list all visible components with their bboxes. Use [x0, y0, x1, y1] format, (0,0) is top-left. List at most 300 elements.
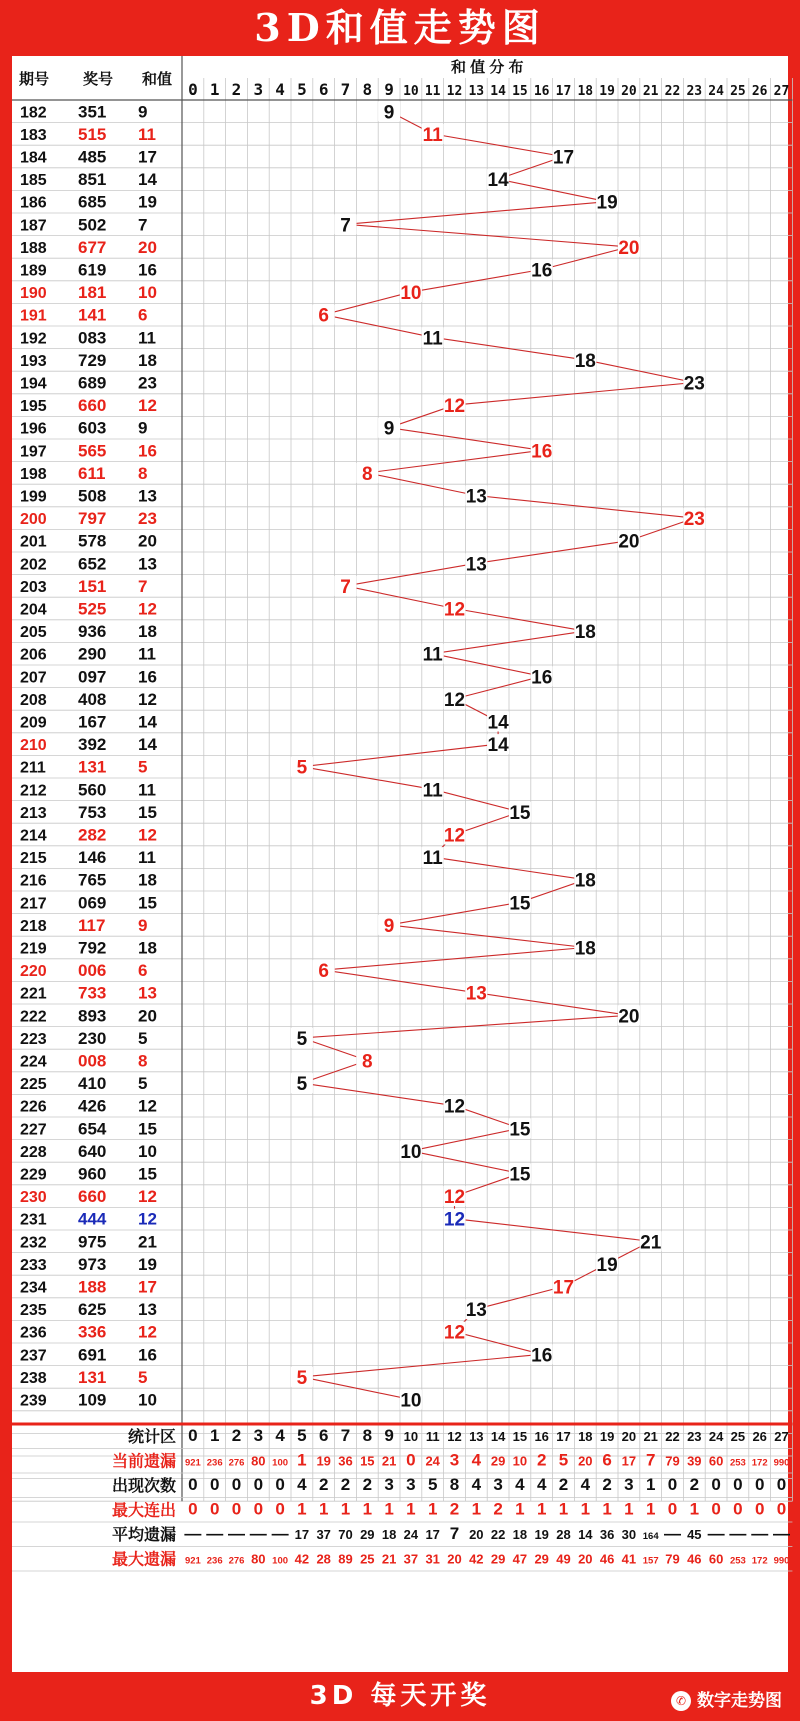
data-point-label: 5 [296, 757, 308, 779]
stats-row-label: 当前遗漏 [111, 1453, 176, 1471]
period-cell: 219 [20, 940, 47, 958]
stats-row-label: 最大连出 [111, 1502, 176, 1520]
number-cell: 765 [78, 870, 107, 890]
stats-value: 3 [624, 1475, 634, 1494]
number-cell: 733 [78, 983, 107, 1003]
sum-cell: 16 [138, 1345, 157, 1365]
sum-cell: 11 [138, 124, 156, 144]
sum-cell: 15 [138, 1164, 157, 1184]
sum-cell: 20 [138, 237, 157, 257]
stats-value: 12 [447, 1429, 462, 1444]
period-cell: 218 [20, 917, 47, 935]
stats-value: 41 [621, 1551, 637, 1567]
number-cell: 426 [78, 1096, 107, 1116]
stats-value: 0 [253, 1499, 264, 1519]
stats-value: 1 [471, 1499, 482, 1519]
stats-value: 21 [643, 1429, 658, 1444]
data-point-label: 23 [683, 509, 705, 531]
period-cell: 194 [20, 375, 47, 393]
number-cell: 282 [78, 825, 107, 845]
stats-value: 10 [512, 1453, 528, 1469]
number-cell: 083 [78, 328, 107, 348]
stats-value: 6 [318, 1426, 329, 1445]
sum-cell: 10 [138, 1141, 157, 1161]
stats-value: 1 [340, 1499, 351, 1519]
sum-cell: 16 [138, 441, 157, 461]
stats-value: 17 [294, 1527, 310, 1542]
stats-value: 3 [253, 1426, 264, 1445]
number-cell: 117 [78, 915, 106, 935]
wechat-icon: ✆ [671, 1691, 691, 1711]
stats-value: 4 [471, 1450, 482, 1470]
period-cell: 227 [20, 1121, 47, 1139]
stats-value: 29 [490, 1453, 506, 1469]
stats-value: 20 [469, 1527, 484, 1542]
period-cell: 212 [20, 782, 47, 800]
stats-value: 2 [449, 1499, 460, 1519]
stats-value: 0 [754, 1499, 765, 1519]
sum-cell: 14 [138, 170, 157, 190]
column-tick-label: 21 [642, 84, 659, 99]
stats-value: 28 [316, 1551, 331, 1567]
number-cell: 525 [78, 599, 107, 619]
column-tick-label: 19 [599, 84, 615, 99]
data-point-label: 12 [443, 396, 466, 418]
stats-value: 17 [425, 1527, 440, 1542]
stats-value: 5 [297, 1426, 307, 1445]
data-point-label: 13 [465, 486, 487, 508]
stats-value: 11 [425, 1429, 440, 1444]
number-cell: 936 [78, 622, 107, 642]
period-cell: 217 [20, 895, 47, 913]
sum-cell: 13 [138, 983, 157, 1003]
data-point-label: 12 [443, 1322, 466, 1344]
number-cell: 181 [78, 283, 107, 303]
stats-value: 4 [536, 1475, 547, 1494]
stats-value: 0 [188, 1475, 198, 1494]
data-point-label: 5 [296, 1074, 308, 1096]
stats-row-label: 平均遗漏 [111, 1527, 176, 1544]
stats-value: 164 [642, 1531, 659, 1542]
sum-cell: 20 [138, 531, 157, 551]
sum-cell: 5 [138, 1028, 148, 1048]
number-cell: 677 [78, 237, 107, 257]
stats-value: 4 [471, 1475, 482, 1494]
stats-value: 100 [272, 1555, 289, 1567]
data-point-label: 12 [443, 1209, 466, 1231]
stats-value: 7 [449, 1524, 460, 1543]
stats-value: 4 [515, 1475, 525, 1494]
stats-value: 4 [275, 1426, 285, 1445]
sum-cell: 12 [138, 1209, 157, 1229]
stats-value: 990 [773, 1457, 790, 1469]
stats-row-label: 最大遗漏 [111, 1551, 176, 1569]
sum-cell: 7 [138, 215, 148, 235]
data-point-label: 15 [509, 802, 531, 824]
header-number: 奖号 [82, 71, 114, 88]
stats-value: 2 [231, 1426, 242, 1445]
stats-value: 80 [251, 1453, 266, 1469]
data-point-label: 18 [574, 938, 596, 960]
stats-value: 20 [578, 1551, 593, 1567]
stats-value: 36 [599, 1527, 615, 1542]
stats-value: 0 [275, 1499, 285, 1519]
stats-value: 172 [751, 1457, 768, 1469]
sum-cell: 5 [138, 1074, 148, 1094]
stats-value: 25 [730, 1429, 746, 1444]
period-cell: 183 [20, 126, 47, 144]
stats-value: 80 [251, 1551, 266, 1567]
stats-value: 7 [645, 1450, 656, 1470]
sum-cell: 12 [138, 1096, 157, 1116]
number-cell: 625 [78, 1300, 107, 1320]
number-cell: 151 [78, 576, 107, 596]
number-cell: 167 [78, 712, 107, 732]
period-cell: 236 [20, 1324, 47, 1342]
stats-value: 42 [294, 1551, 310, 1567]
header-period: 期号 [18, 71, 50, 88]
column-tick-label: 7 [340, 80, 351, 99]
stats-value: 2 [689, 1475, 700, 1494]
stats-value: 0 [711, 1499, 721, 1519]
stats-value: 157 [642, 1555, 659, 1567]
stats-value: 60 [708, 1453, 724, 1469]
stats-value: 22 [490, 1527, 506, 1542]
sum-cell: 9 [138, 102, 148, 122]
page-title: 3D和值走势图 [254, 5, 546, 50]
data-point-label: 15 [509, 1164, 531, 1186]
stats-value: 37 [316, 1527, 331, 1542]
data-point-label: 11 [422, 124, 443, 146]
stats-value: 3 [493, 1475, 503, 1494]
stats-value: 17 [621, 1453, 637, 1469]
stats-value: 28 [556, 1527, 571, 1542]
sum-cell: 11 [138, 780, 156, 800]
data-point-label: 16 [531, 441, 553, 463]
sum-cell: 15 [138, 893, 157, 913]
period-cell: 223 [20, 1030, 47, 1048]
period-cell: 186 [20, 194, 47, 212]
number-cell: 893 [78, 1006, 107, 1026]
data-point-label: 8 [362, 1051, 373, 1073]
sum-cell: 13 [138, 486, 157, 506]
stats-value: 0 [776, 1499, 787, 1519]
data-point-label: 12 [443, 689, 466, 711]
number-cell: 502 [78, 215, 107, 235]
stats-value: 921 [184, 1457, 201, 1469]
stats-value: 45 [687, 1527, 702, 1542]
number-cell: 230 [78, 1028, 107, 1048]
stats-value: 29 [534, 1551, 549, 1567]
number-cell: 851 [78, 170, 107, 190]
data-point-label: 16 [531, 1345, 553, 1367]
data-point-label: 7 [340, 576, 351, 598]
period-cell: 188 [20, 239, 47, 257]
sum-cell: 12 [138, 599, 157, 619]
data-point-label: 14 [487, 735, 509, 757]
data-point-label: 11 [422, 848, 443, 870]
period-cell: 207 [20, 669, 47, 687]
stats-value: 15 [512, 1429, 528, 1444]
column-tick-label: 5 [297, 80, 307, 99]
sum-cell: 5 [138, 1367, 148, 1387]
period-cell: 184 [20, 149, 47, 167]
data-point-label: 12 [443, 1096, 466, 1118]
number-cell: 691 [78, 1345, 107, 1365]
stats-value: 4 [580, 1475, 591, 1494]
column-tick-label: 9 [384, 80, 394, 99]
column-tick-label: 2 [231, 80, 242, 99]
stats-value: 31 [425, 1551, 440, 1567]
number-cell: 131 [78, 1367, 107, 1387]
stats-value: 1 [645, 1475, 656, 1494]
stats-value: 276 [228, 1457, 245, 1469]
number-cell: 069 [78, 893, 107, 913]
trend-chart [12, 56, 788, 1672]
data-point-label: 18 [574, 870, 596, 892]
period-cell: 237 [20, 1347, 47, 1365]
period-cell: 228 [20, 1143, 47, 1161]
chart-panel [12, 56, 788, 1672]
stats-value: 4 [297, 1475, 307, 1494]
stats-value: 29 [360, 1527, 375, 1542]
sum-cell: 17 [138, 1277, 157, 1297]
period-cell: 213 [20, 804, 47, 822]
stats-value: 18 [381, 1527, 397, 1542]
period-cell: 187 [20, 217, 47, 235]
stats-value: 16 [534, 1429, 549, 1444]
stats-value: 0 [188, 1499, 198, 1519]
sum-cell: 9 [138, 418, 148, 438]
period-cell: 206 [20, 646, 47, 664]
stats-value: 10 [403, 1429, 419, 1444]
column-tick-label: 20 [621, 84, 637, 99]
data-point-label: 20 [618, 237, 640, 259]
data-point-label: 5 [296, 1028, 308, 1050]
stats-value: 46 [599, 1551, 615, 1567]
period-cell: 196 [20, 420, 47, 438]
stats-value: 0 [209, 1499, 220, 1519]
number-cell: 131 [78, 757, 107, 777]
stats-value: 2 [602, 1475, 612, 1494]
sum-cell: 18 [138, 622, 157, 642]
period-cell: 201 [20, 533, 47, 551]
stats-value: 253 [729, 1555, 746, 1567]
stats-value: 236 [206, 1457, 223, 1469]
stats-value: 22 [665, 1429, 680, 1444]
stats-value: 236 [206, 1555, 223, 1567]
stats-value: 3 [406, 1475, 416, 1494]
period-cell: 215 [20, 850, 47, 868]
period-cell: 195 [20, 398, 47, 416]
stats-value: 1 [515, 1499, 525, 1519]
period-cell: 200 [20, 511, 47, 529]
number-cell: 146 [78, 848, 107, 868]
period-cell: 193 [20, 352, 47, 370]
data-point-label: 5 [296, 1367, 308, 1389]
stats-value: 79 [665, 1551, 680, 1567]
data-point-label: 13 [465, 983, 487, 1005]
column-tick-label: 12 [446, 84, 463, 99]
number-cell: 578 [78, 531, 107, 551]
number-cell: 685 [78, 192, 107, 212]
number-cell: 603 [78, 418, 107, 438]
number-cell: 351 [78, 102, 107, 122]
data-point-label: 14 [487, 170, 509, 192]
stats-value: 2 [318, 1475, 329, 1494]
stats-value: 172 [751, 1555, 768, 1567]
stats-value: 24 [708, 1429, 724, 1444]
data-point-label: 10 [400, 1390, 422, 1412]
period-cell: 232 [20, 1234, 47, 1252]
stats-value: 1 [318, 1499, 329, 1519]
period-cell: 224 [20, 1053, 47, 1071]
period-cell: 182 [20, 104, 47, 122]
stats-value: 5 [427, 1475, 438, 1494]
data-point-label: 9 [383, 915, 395, 937]
stats-value: 39 [687, 1453, 702, 1469]
number-cell: 508 [78, 486, 107, 506]
data-point-label: 19 [596, 192, 618, 214]
column-tick-label: 23 [686, 84, 703, 99]
stats-value: 13 [469, 1429, 484, 1444]
sum-cell: 5 [138, 757, 148, 777]
period-cell: 226 [20, 1098, 47, 1116]
stats-value: 8 [449, 1475, 460, 1494]
stats-value: 49 [556, 1551, 571, 1567]
stats-value: 1 [209, 1426, 220, 1445]
stats-value: 1 [297, 1450, 307, 1470]
stats-value: 19 [599, 1429, 615, 1444]
data-point-label: 6 [318, 305, 329, 327]
period-cell: 208 [20, 691, 47, 709]
data-point-label: 17 [552, 1277, 575, 1299]
brand-text: 数字走势图 [697, 1691, 782, 1711]
period-cell: 209 [20, 714, 47, 732]
stats-value: 1 [406, 1499, 416, 1519]
column-tick-label: 16 [533, 84, 550, 99]
data-point-label: 9 [383, 418, 395, 440]
data-point-label: 19 [596, 1254, 618, 1276]
stats-value: 276 [228, 1555, 245, 1567]
stats-value: 0 [733, 1475, 743, 1494]
number-cell: 960 [78, 1164, 107, 1184]
data-point-label: 8 [362, 463, 373, 485]
sum-cell: 23 [138, 373, 157, 393]
stats-value: 14 [490, 1429, 506, 1444]
stats-value: 9 [384, 1426, 394, 1445]
number-cell: 660 [78, 396, 107, 416]
sum-cell: 19 [138, 1254, 157, 1274]
number-cell: 336 [78, 1322, 107, 1342]
stats-value: 0 [406, 1450, 416, 1470]
sum-cell: 16 [138, 260, 157, 280]
column-tick-label: 8 [362, 80, 373, 99]
period-cell: 216 [20, 872, 47, 890]
data-point-label: 23 [683, 373, 705, 395]
number-cell: 611 [78, 463, 106, 483]
stats-value: 20 [447, 1551, 462, 1567]
number-cell: 008 [78, 1051, 107, 1071]
stats-value: — [228, 1524, 245, 1543]
stats-value: 0 [188, 1426, 198, 1445]
sum-cell: 20 [138, 1006, 157, 1026]
period-cell: 205 [20, 624, 47, 642]
stats-value: 0 [209, 1475, 220, 1494]
sum-cell: 6 [138, 305, 148, 325]
number-cell: 410 [78, 1074, 107, 1094]
column-tick-label: 13 [468, 84, 485, 99]
sum-cell: 13 [138, 1300, 157, 1320]
sum-cell: 16 [138, 667, 157, 687]
number-cell: 290 [78, 644, 107, 664]
data-point-label: 18 [574, 350, 596, 372]
stats-value: 0 [667, 1475, 678, 1494]
stats-value: 7 [340, 1426, 351, 1445]
data-point-label: 11 [422, 328, 443, 350]
column-tick-label: 17 [555, 84, 572, 99]
stats-value: 27 [774, 1429, 789, 1444]
column-tick-label: 1 [209, 80, 220, 99]
stats-value: 14 [578, 1527, 593, 1542]
number-cell: 797 [78, 509, 107, 529]
footer-text: 3D 每天开奖 [309, 1681, 491, 1711]
brand-label [671, 1686, 782, 1711]
stats-value: 5 [558, 1450, 569, 1470]
sum-cell: 10 [138, 1390, 157, 1410]
stats-value: 8 [362, 1426, 373, 1445]
period-cell: 230 [20, 1189, 47, 1207]
stats-value: 19 [316, 1453, 331, 1469]
sum-cell: 18 [138, 350, 157, 370]
data-point-label: 11 [422, 780, 443, 802]
data-point-label: 16 [531, 260, 553, 282]
sum-cell: 13 [138, 554, 157, 574]
sum-cell: 12 [138, 1187, 157, 1207]
data-point-label: 10 [400, 283, 422, 305]
column-tick-label: 27 [773, 84, 790, 99]
period-cell: 234 [20, 1279, 47, 1297]
stats-value: 1 [362, 1499, 373, 1519]
sum-cell: 11 [138, 328, 156, 348]
sum-cell: 12 [138, 396, 157, 416]
sum-cell: 23 [138, 509, 157, 529]
header-sum: 和值 [141, 71, 173, 88]
data-point-label: 6 [318, 961, 329, 983]
stats-value: 921 [184, 1555, 201, 1567]
stats-value: — [729, 1524, 747, 1543]
sum-cell: 19 [138, 192, 157, 212]
stats-value: 0 [754, 1475, 765, 1494]
stats-value: 0 [231, 1475, 242, 1494]
stats-value: 19 [534, 1527, 549, 1542]
stats-value: 1 [580, 1499, 591, 1519]
column-tick-label: 14 [490, 84, 506, 99]
number-cell: 975 [78, 1232, 107, 1252]
data-point-label: 21 [640, 1232, 662, 1254]
stats-value: 46 [687, 1551, 702, 1567]
stats-value: 0 [253, 1475, 264, 1494]
sum-cell: 14 [138, 712, 157, 732]
period-cell: 199 [20, 488, 47, 506]
stats-value: 0 [733, 1499, 743, 1519]
column-tick-label: 10 [403, 84, 419, 99]
number-cell: 392 [78, 735, 107, 755]
data-point-label: 11 [422, 644, 443, 666]
stats-value: 2 [362, 1475, 373, 1494]
period-cell: 221 [20, 985, 47, 1003]
data-point-label: 7 [340, 215, 351, 237]
